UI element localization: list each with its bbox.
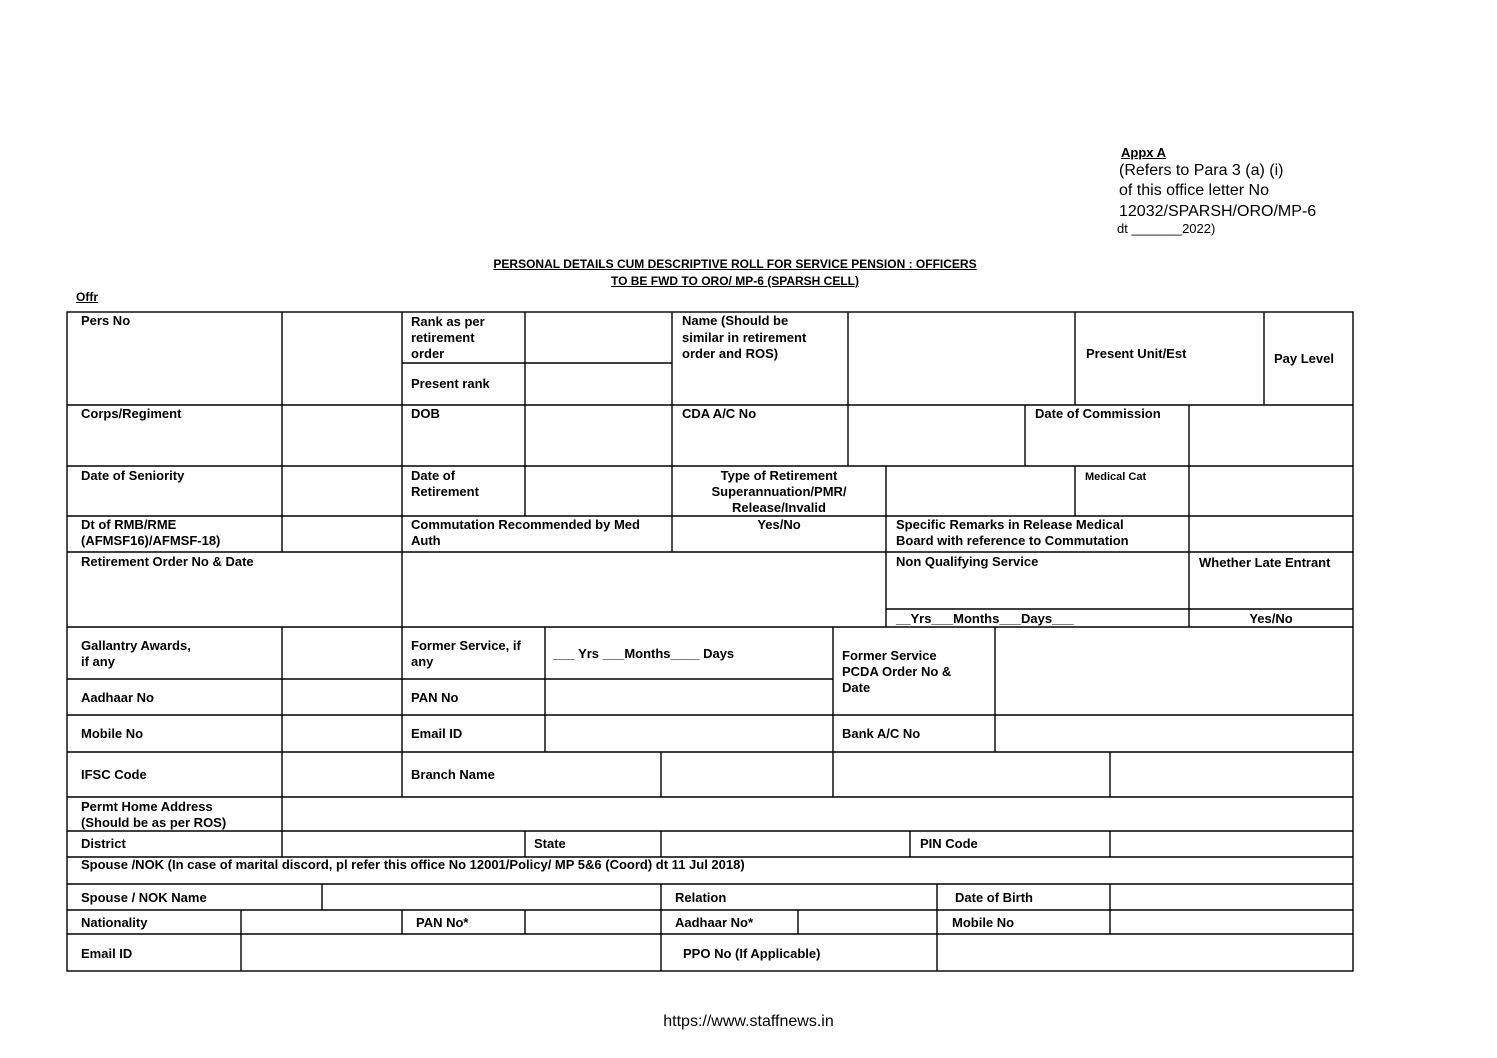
type-retirement-label-3: Release/Invalid bbox=[732, 500, 826, 515]
name-label-3: order and ROS) bbox=[682, 346, 779, 361]
district-label: District bbox=[81, 836, 126, 851]
dob-input[interactable] bbox=[526, 406, 671, 465]
date-of-commission-input[interactable] bbox=[1190, 406, 1352, 465]
reference-date: dt _______2022) bbox=[1117, 221, 1216, 236]
present-rank-input[interactable] bbox=[526, 364, 671, 404]
seniority-label: Date of Seniority bbox=[81, 468, 185, 483]
retirement-order-label: Retirement Order No & Date bbox=[81, 554, 254, 569]
specific-remarks-label-1: Specific Remarks in Release Medical bbox=[896, 517, 1124, 532]
bank-account-label: Bank A/C No bbox=[842, 726, 921, 741]
ppo-label: PPO No (If Applicable) bbox=[683, 946, 821, 961]
former-pcda-label-2: PCDA Order No & bbox=[842, 664, 952, 679]
late-entrant-label: Whether Late Entrant bbox=[1199, 555, 1331, 570]
rank-retirement-input[interactable] bbox=[526, 313, 671, 362]
type-retirement-label-2: Superannuation/PMR/ bbox=[711, 484, 847, 499]
former-pcda-input[interactable] bbox=[996, 628, 1352, 714]
spouse-pan-label: PAN No* bbox=[416, 915, 469, 930]
name-label-2: similar in retirement bbox=[682, 330, 807, 345]
email-label: Email ID bbox=[411, 726, 463, 741]
retirement-order-input[interactable] bbox=[403, 553, 885, 626]
retirement-date-label-1: Date of bbox=[411, 468, 456, 483]
medical-cat-label: Medical Cat bbox=[1085, 471, 1147, 483]
commutation-label-1: Commutation Recommended by Med bbox=[411, 517, 640, 532]
spouse-dob-label: Date of Birth bbox=[955, 890, 1033, 905]
footer-url[interactable]: https://www.staffnews.in bbox=[663, 1013, 834, 1030]
corps-label: Corps/Regiment bbox=[81, 406, 182, 421]
former-service-label-2: any bbox=[411, 654, 434, 669]
non-qualifying-duration[interactable]: __Yrs___Months___Days___ bbox=[896, 611, 1074, 626]
cda-label: CDA A/C No bbox=[682, 406, 757, 421]
pers-no-input[interactable] bbox=[283, 313, 401, 404]
spouse-email-input[interactable] bbox=[242, 935, 660, 970]
cda-input[interactable] bbox=[849, 406, 1024, 465]
state-label: State bbox=[534, 836, 566, 851]
spouse-email-label: Email ID bbox=[81, 946, 133, 961]
date-of-commission-label: Date of Commission bbox=[1035, 406, 1161, 421]
reference-line-1: (Refers to Para 3 (a) (i) bbox=[1119, 162, 1284, 179]
former-service-duration[interactable]: ___ Yrs ___Months____ Days bbox=[553, 646, 735, 661]
present-unit-label: Present Unit/Est bbox=[1086, 346, 1187, 361]
former-pcda-label-1: Former Service bbox=[842, 648, 937, 663]
former-pcda-label-3: Date bbox=[842, 680, 871, 695]
nationality-label: Nationality bbox=[81, 915, 148, 930]
ifsc-label: IFSC Code bbox=[81, 767, 147, 782]
gallantry-label-1: Gallantry Awards, bbox=[81, 638, 191, 653]
non-qualifying-label: Non Qualifying Service bbox=[896, 554, 1039, 569]
gallantry-label-2: if any bbox=[81, 654, 115, 669]
former-service-label-1: Former Service, if bbox=[411, 638, 521, 653]
form-title-line-1: PERSONAL DETAILS CUM DESCRIPTIVE ROLL FOR SERVICE PENSION : OFFICERS bbox=[493, 257, 977, 271]
present-rank-label: Present rank bbox=[411, 376, 490, 391]
spouse-name-label: Spouse / NOK Name bbox=[81, 890, 207, 905]
pan-label: PAN No bbox=[411, 690, 459, 705]
mobile-label: Mobile No bbox=[81, 726, 144, 741]
late-entrant-yes-no[interactable]: Yes/No bbox=[1249, 611, 1293, 626]
form-subtitle: Offr bbox=[76, 290, 98, 304]
name-input[interactable] bbox=[849, 313, 1074, 404]
rank-retirement-label-1: Rank as per bbox=[411, 314, 485, 329]
reference-line-3: 12032/SPARSH/ORO/MP-6 bbox=[1119, 203, 1317, 220]
specific-remarks-label-2: Board with reference to Commutation bbox=[896, 533, 1129, 548]
name-label-1: Name (Should be bbox=[682, 313, 789, 328]
rank-retirement-label-2: retirement bbox=[411, 330, 475, 345]
relation-label: Relation bbox=[675, 890, 727, 905]
rank-retirement-label-3: order bbox=[411, 346, 445, 361]
commutation-label-2: Auth bbox=[411, 533, 441, 548]
corps-input[interactable] bbox=[283, 406, 401, 465]
rmb-label-1: Dt of RMB/RME bbox=[81, 517, 177, 532]
pay-level-label: Pay Level bbox=[1274, 351, 1334, 366]
rmb-label-2: (AFMSF16)/AFMSF-18) bbox=[81, 533, 221, 548]
form-title-line-2: TO BE FWD TO ORO/ MP-6 (SPARSH CELL) bbox=[610, 274, 859, 288]
address-label-1: Permt Home Address bbox=[81, 799, 213, 814]
reference-line-2: of this office letter No bbox=[1119, 182, 1269, 199]
aadhaar-label: Aadhaar No bbox=[81, 690, 154, 705]
address-input[interactable] bbox=[283, 798, 1352, 830]
spouse-nok-note: Spouse /NOK (In case of marital discord, pl refer this office No 12001/Policy/ MP 5&6 (Coord) dt 11 Jul 2018) bbox=[81, 857, 745, 872]
commutation-yes-no[interactable]: Yes/No bbox=[757, 517, 801, 532]
spouse-aadhaar-label: Aadhaar No* bbox=[675, 915, 754, 930]
type-retirement-label-1: Type of Retirement bbox=[720, 468, 838, 483]
appendix-title: Appx A bbox=[1121, 145, 1167, 160]
branch-label: Branch Name bbox=[411, 767, 495, 782]
address-label-2: (Should be as per ROS) bbox=[81, 815, 227, 830]
pers-no-label: Pers No bbox=[81, 313, 131, 328]
retirement-date-label-2: Retirement bbox=[411, 484, 479, 499]
pin-code-label: PIN Code bbox=[920, 836, 978, 851]
dob-label: DOB bbox=[411, 406, 440, 421]
spouse-mobile-label: Mobile No bbox=[952, 915, 1015, 930]
